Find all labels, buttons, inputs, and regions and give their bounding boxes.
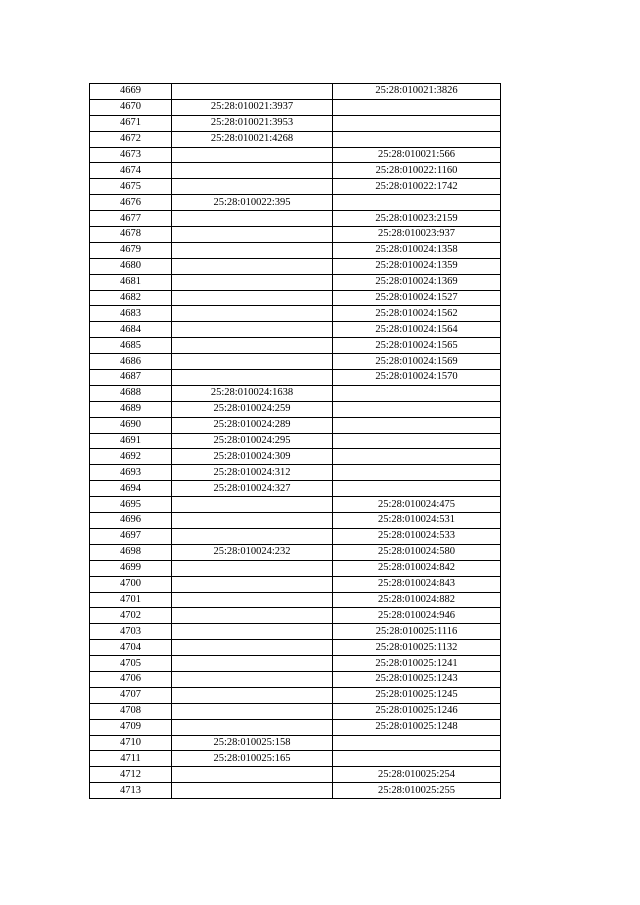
table-row [90, 227, 501, 243]
row-number-cell: 4703 [90, 624, 172, 640]
cadastral-number-cell-a: 25:28:010024:289 [172, 417, 333, 433]
table-row [90, 322, 501, 338]
row-number-cell: 4676 [90, 195, 172, 211]
row-number-cell: 4681 [90, 274, 172, 290]
cadastral-number-cell-b: 25:28:010025:1132 [333, 640, 501, 656]
table-row [90, 751, 501, 767]
cadastral-number-cell-a: 25:28:010021:3953 [172, 115, 333, 131]
table-row [90, 385, 501, 401]
cadastral-number-cell-a [172, 274, 333, 290]
cadastral-number-cell-a [172, 624, 333, 640]
cadastral-number-cell-b [333, 751, 501, 767]
cadastral-number-cell-a [172, 640, 333, 656]
table-row [90, 687, 501, 703]
cadastral-number-cell-b [333, 449, 501, 465]
cadastral-number-cell-a [172, 592, 333, 608]
row-number-cell: 4691 [90, 433, 172, 449]
row-number-cell: 4693 [90, 465, 172, 481]
cadastral-number-cell-b: 25:28:010024:475 [333, 497, 501, 513]
table-row [90, 576, 501, 592]
table-row [90, 258, 501, 274]
row-number-cell: 4704 [90, 640, 172, 656]
cadastral-number-cell-b: 25:28:010025:254 [333, 767, 501, 783]
row-number-cell: 4673 [90, 147, 172, 163]
table-row [90, 497, 501, 513]
row-number-cell: 4689 [90, 401, 172, 417]
row-number-cell: 4700 [90, 576, 172, 592]
cadastral-number-cell-b: 25:28:010025:1241 [333, 656, 501, 672]
cadastral-number-cell-a [172, 783, 333, 799]
row-number-cell: 4671 [90, 115, 172, 131]
table-row [90, 433, 501, 449]
cadastral-number-cell-b [333, 401, 501, 417]
table-row [90, 735, 501, 751]
row-number-cell: 4685 [90, 338, 172, 354]
cadastral-number-cell-a [172, 290, 333, 306]
cadastral-number-cell-a [172, 306, 333, 322]
cadastral-number-cell-a [172, 497, 333, 513]
cadastral-number-cell-a: 25:28:010024:327 [172, 481, 333, 497]
table-row [90, 624, 501, 640]
cadastral-number-cell-a [172, 370, 333, 386]
cadastral-number-cell-a: 25:28:010021:3937 [172, 99, 333, 115]
table-row [90, 560, 501, 576]
table-row [90, 513, 501, 529]
row-number-cell: 4702 [90, 608, 172, 624]
cadastral-number-cell-b: 25:28:010023:2159 [333, 211, 501, 227]
cadastral-number-cell-b: 25:28:010024:842 [333, 560, 501, 576]
cadastral-number-cell-b [333, 385, 501, 401]
cadastral-number-cell-a: 25:28:010025:158 [172, 735, 333, 751]
row-number-cell: 4699 [90, 560, 172, 576]
row-number-cell: 4698 [90, 544, 172, 560]
cadastral-number-cell-b: 25:28:010025:255 [333, 783, 501, 799]
cadastral-number-cell-a [172, 513, 333, 529]
table-row [90, 656, 501, 672]
cadastral-number-cell-b: 25:28:010025:1116 [333, 624, 501, 640]
table-row [90, 719, 501, 735]
table-body [90, 84, 501, 799]
cadastral-number-cell-a: 25:28:010024:1638 [172, 385, 333, 401]
cadastral-number-cell-b: 25:28:010025:1245 [333, 687, 501, 703]
cadastral-number-cell-a [172, 576, 333, 592]
cadastral-number-cell-b: 25:28:010025:1246 [333, 703, 501, 719]
row-number-cell: 4710 [90, 735, 172, 751]
table-row [90, 417, 501, 433]
cadastral-number-cell-b: 25:28:010024:1570 [333, 370, 501, 386]
row-number-cell: 4697 [90, 528, 172, 544]
row-number-cell: 4683 [90, 306, 172, 322]
table-row [90, 306, 501, 322]
row-number-cell: 4692 [90, 449, 172, 465]
cadastral-number-cell-a: 25:28:010021:4268 [172, 131, 333, 147]
row-number-cell: 4678 [90, 227, 172, 243]
cadastral-number-cell-a: 25:28:010024:232 [172, 544, 333, 560]
row-number-cell: 4701 [90, 592, 172, 608]
cadastral-number-cell-a: 25:28:010025:165 [172, 751, 333, 767]
cadastral-number-cell-b [333, 481, 501, 497]
cadastral-number-cell-a [172, 608, 333, 624]
cadastral-number-cell-a [172, 163, 333, 179]
cadastral-number-cell-b: 25:28:010024:531 [333, 513, 501, 529]
cadastral-number-cell-a [172, 656, 333, 672]
cadastral-number-cell-b [333, 99, 501, 115]
row-number-cell: 4695 [90, 497, 172, 513]
cadastral-number-cell-a [172, 719, 333, 735]
cadastral-number-cell-a [172, 671, 333, 687]
cadastral-number-cell-b: 25:28:010022:1160 [333, 163, 501, 179]
cadastral-number-cell-b: 25:28:010024:882 [333, 592, 501, 608]
cadastral-number-cell-a [172, 258, 333, 274]
table-row [90, 783, 501, 799]
row-number-cell: 4711 [90, 751, 172, 767]
row-number-cell: 4690 [90, 417, 172, 433]
row-number-cell: 4686 [90, 354, 172, 370]
row-number-cell: 4712 [90, 767, 172, 783]
row-number-cell: 4682 [90, 290, 172, 306]
row-number-cell: 4713 [90, 783, 172, 799]
table-row [90, 449, 501, 465]
table-row [90, 528, 501, 544]
table-row [90, 179, 501, 195]
cadastral-number-cell-a [172, 179, 333, 195]
cadastral-number-cell-a: 25:28:010024:309 [172, 449, 333, 465]
row-number-cell: 4705 [90, 656, 172, 672]
table-row [90, 640, 501, 656]
cadastral-number-cell-b: 25:28:010024:1369 [333, 274, 501, 290]
table-row [90, 608, 501, 624]
cadastral-number-cell-a [172, 354, 333, 370]
row-number-cell: 4669 [90, 84, 172, 100]
row-number-cell: 4707 [90, 687, 172, 703]
row-number-cell: 4684 [90, 322, 172, 338]
cadastral-number-cell-b: 25:28:010022:1742 [333, 179, 501, 195]
cadastral-number-cell-b: 25:28:010024:1358 [333, 242, 501, 258]
table-row [90, 338, 501, 354]
table-row [90, 767, 501, 783]
cadastral-number-cell-b: 25:28:010024:1569 [333, 354, 501, 370]
cadastral-number-cell-a [172, 687, 333, 703]
table-row [90, 703, 501, 719]
cadastral-number-cell-a [172, 211, 333, 227]
row-number-cell: 4674 [90, 163, 172, 179]
cadastral-number-cell-a [172, 338, 333, 354]
cadastral-number-cell-a: 25:28:010024:312 [172, 465, 333, 481]
row-number-cell: 4677 [90, 211, 172, 227]
table-row [90, 115, 501, 131]
cadastral-number-cell-b: 25:28:010021:566 [333, 147, 501, 163]
row-number-cell: 4709 [90, 719, 172, 735]
cadastral-number-cell-a [172, 147, 333, 163]
cadastral-number-cell-a [172, 703, 333, 719]
table-row [90, 99, 501, 115]
table-row [90, 242, 501, 258]
row-number-cell: 4680 [90, 258, 172, 274]
table-row [90, 211, 501, 227]
table-row [90, 354, 501, 370]
cadastral-number-cell-b [333, 115, 501, 131]
cadastral-number-cell-a [172, 242, 333, 258]
cadastral-number-cell-a: 25:28:010024:295 [172, 433, 333, 449]
table-row [90, 147, 501, 163]
cadastral-number-table [89, 83, 501, 799]
cadastral-number-cell-b: 25:28:010024:533 [333, 528, 501, 544]
table-row [90, 163, 501, 179]
cadastral-number-cell-a: 25:28:010024:259 [172, 401, 333, 417]
cadastral-number-cell-b [333, 131, 501, 147]
cadastral-number-cell-a [172, 767, 333, 783]
cadastral-number-cell-a [172, 227, 333, 243]
cadastral-number-cell-a [172, 84, 333, 100]
row-number-cell: 4706 [90, 671, 172, 687]
row-number-cell: 4688 [90, 385, 172, 401]
table-row [90, 465, 501, 481]
cadastral-number-cell-b: 25:28:010024:1565 [333, 338, 501, 354]
row-number-cell: 4670 [90, 99, 172, 115]
cadastral-number-cell-b [333, 465, 501, 481]
table-row [90, 370, 501, 386]
table-row [90, 544, 501, 560]
cadastral-number-cell-b: 25:28:010024:580 [333, 544, 501, 560]
cadastral-number-cell-b: 25:28:010024:843 [333, 576, 501, 592]
cadastral-number-cell-a [172, 560, 333, 576]
cadastral-number-cell-b: 25:28:010024:1359 [333, 258, 501, 274]
row-number-cell: 4708 [90, 703, 172, 719]
cadastral-number-cell-a [172, 528, 333, 544]
cadastral-number-cell-b: 25:28:010021:3826 [333, 84, 501, 100]
cadastral-number-cell-b: 25:28:010024:1527 [333, 290, 501, 306]
cadastral-number-cell-b [333, 433, 501, 449]
table-row [90, 401, 501, 417]
row-number-cell: 4687 [90, 370, 172, 386]
row-number-cell: 4694 [90, 481, 172, 497]
table-row [90, 481, 501, 497]
cadastral-number-cell-b: 25:28:010024:946 [333, 608, 501, 624]
cadastral-number-cell-b: 25:28:010025:1248 [333, 719, 501, 735]
cadastral-number-cell-b [333, 417, 501, 433]
cadastral-number-cell-b: 25:28:010024:1564 [333, 322, 501, 338]
cadastral-number-cell-b: 25:28:010023:937 [333, 227, 501, 243]
cadastral-number-cell-b: 25:28:010025:1243 [333, 671, 501, 687]
table-row [90, 195, 501, 211]
table-row [90, 274, 501, 290]
row-number-cell: 4675 [90, 179, 172, 195]
row-number-cell: 4679 [90, 242, 172, 258]
table-row [90, 131, 501, 147]
table-row [90, 290, 501, 306]
cadastral-number-cell-a: 25:28:010022:395 [172, 195, 333, 211]
table-row [90, 84, 501, 100]
cadastral-number-cell-b [333, 195, 501, 211]
row-number-cell: 4672 [90, 131, 172, 147]
cadastral-number-cell-a [172, 322, 333, 338]
table-row [90, 592, 501, 608]
row-number-cell: 4696 [90, 513, 172, 529]
cadastral-number-cell-b: 25:28:010024:1562 [333, 306, 501, 322]
cadastral-number-cell-b [333, 735, 501, 751]
table-row [90, 671, 501, 687]
